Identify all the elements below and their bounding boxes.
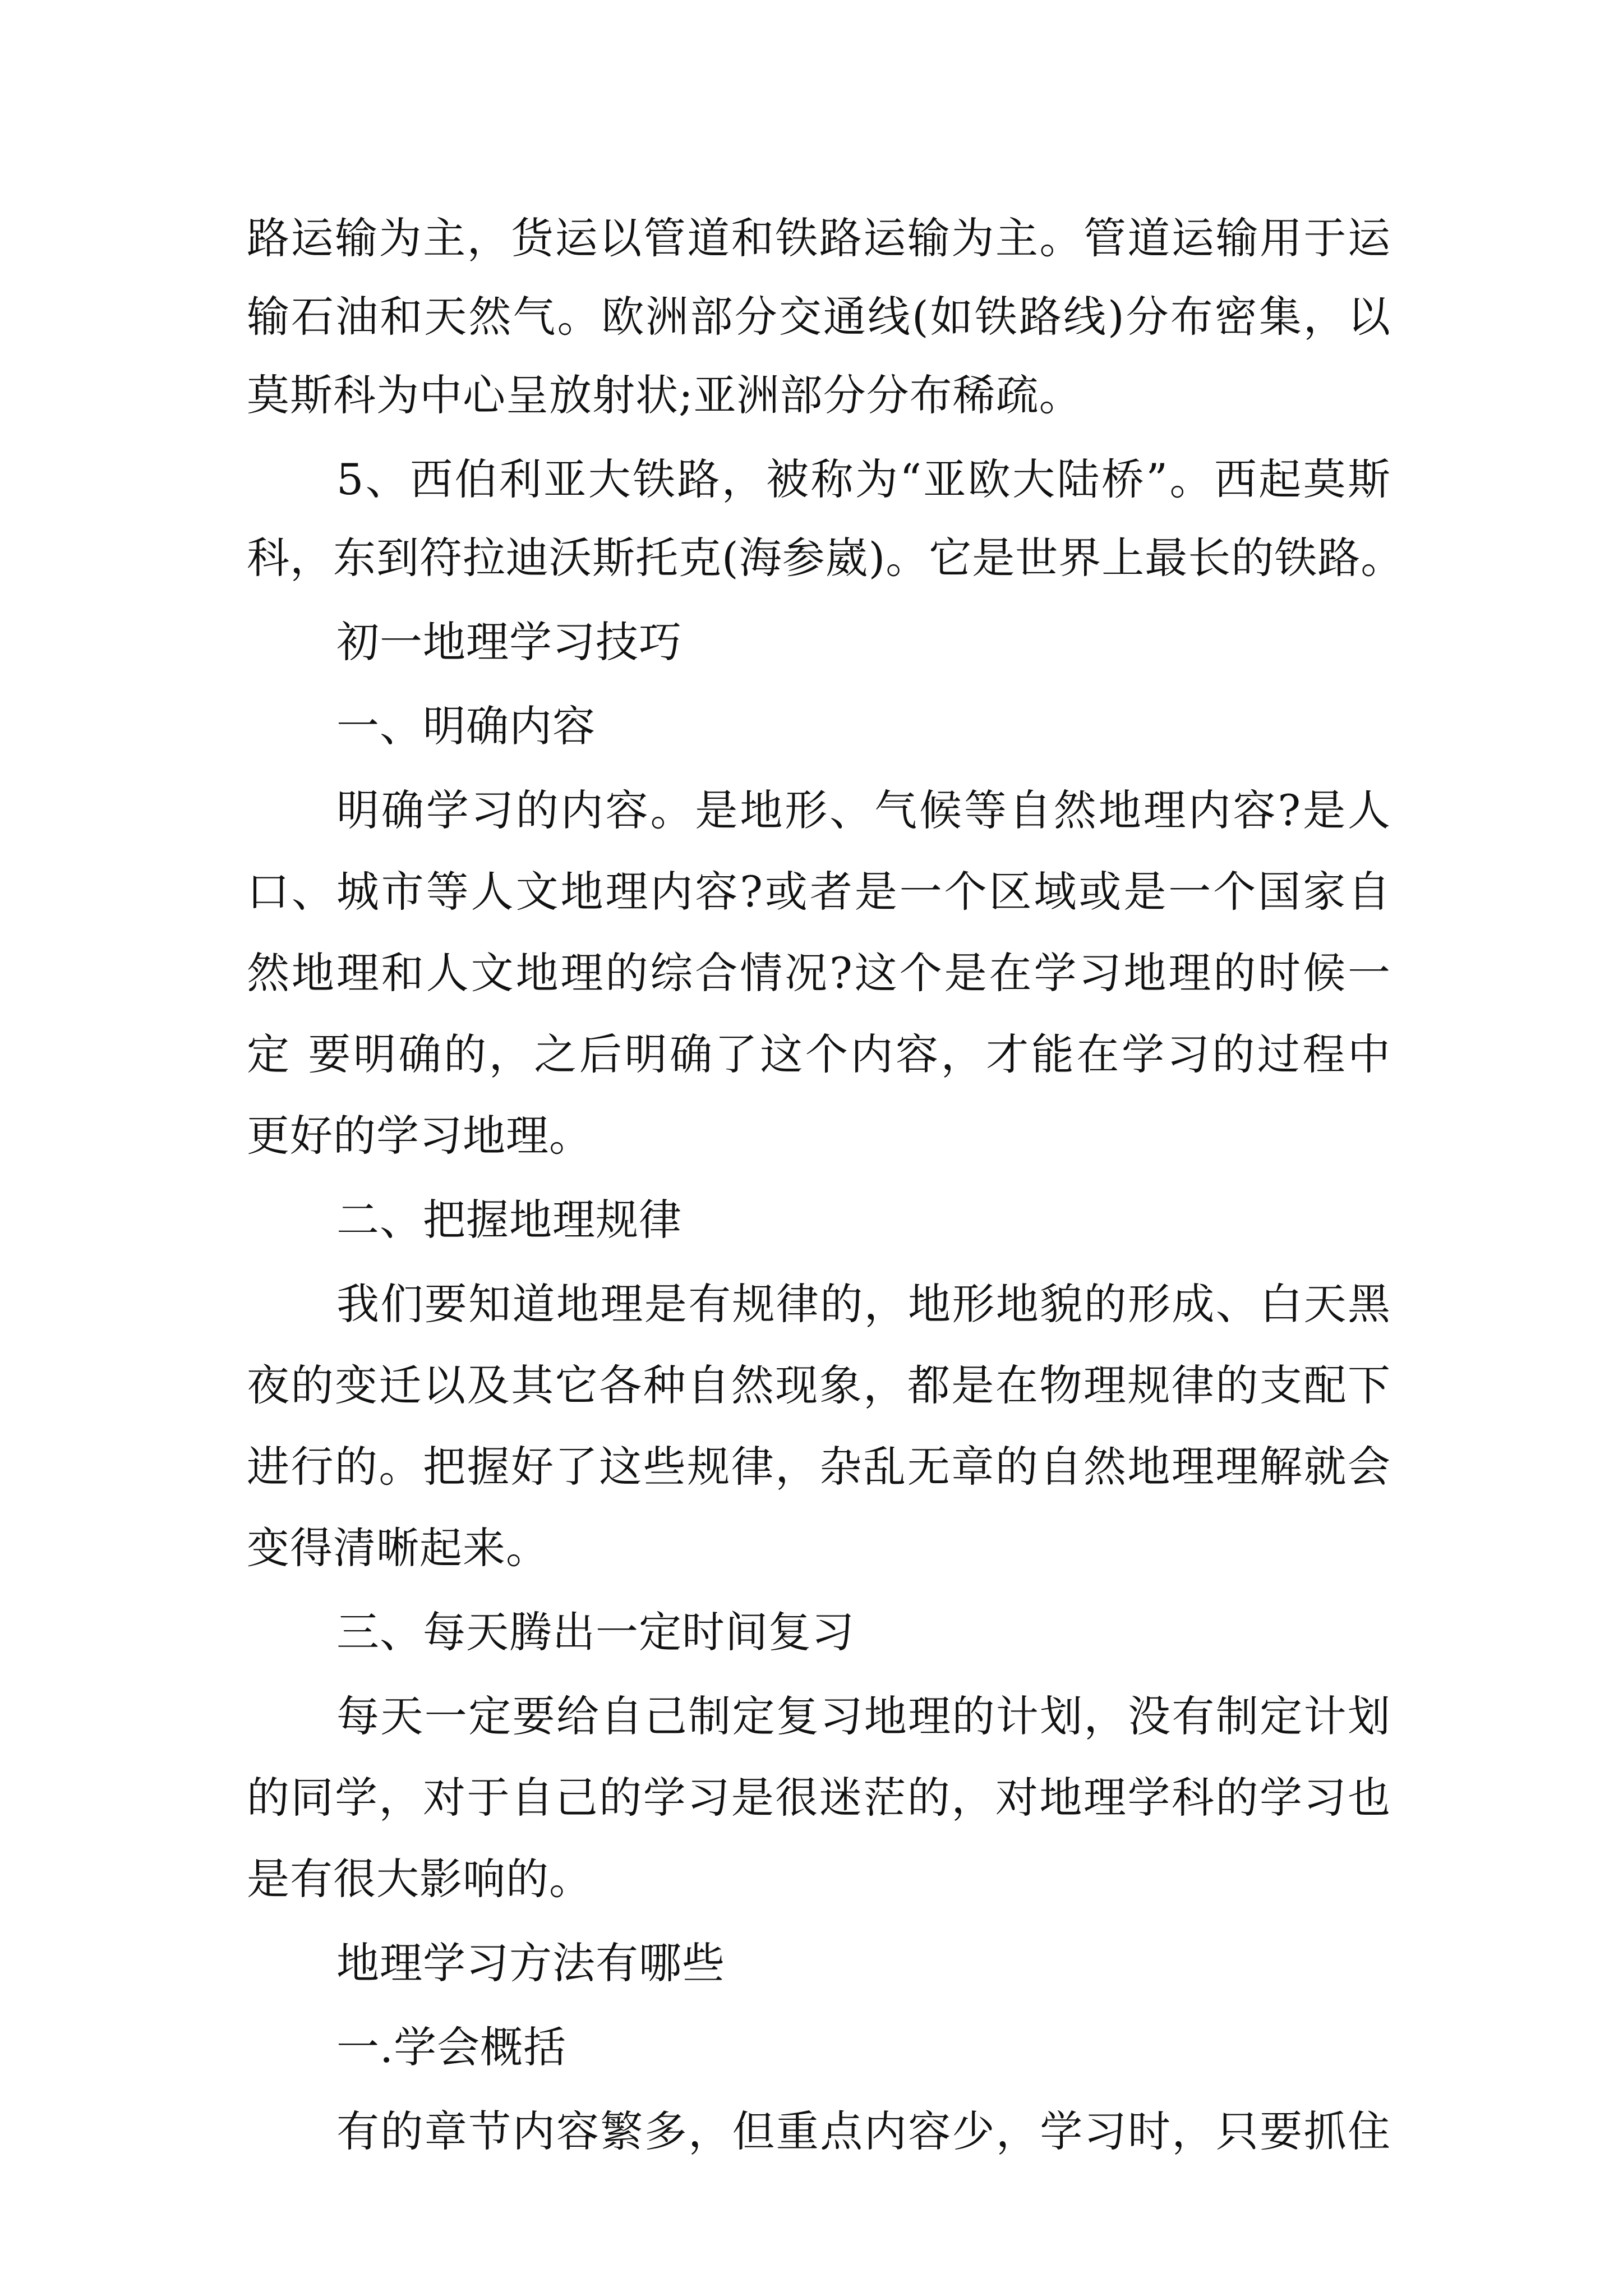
paragraph-line: 有的章节内容繁多，但重点内容少，学习时，只要抓住 bbox=[336, 2106, 1391, 2156]
paragraph-line: 然地理和人文地理的综合情况?这个是在学习地理的时候一 bbox=[247, 948, 1391, 998]
paragraph-line: 的同学，对于自己的学习是很迷茫的，对地理学科的学习也 bbox=[247, 1773, 1391, 1823]
paragraph-line: 更好的学习地理。 bbox=[247, 1111, 592, 1161]
paragraph-line: 我们要知道地理是有规律的，地形地貌的形成、白天黑 bbox=[336, 1279, 1391, 1329]
paragraph-line: 每天一定要给自己制定复习地理的计划，没有制定计划 bbox=[336, 1691, 1391, 1741]
subsection-heading: 三、每天腾出一定时间复习 bbox=[336, 1607, 855, 1657]
section-heading: 地理学习方法有哪些 bbox=[336, 1938, 725, 1988]
paragraph-line: 莫斯科为中心呈放射状;亚洲部分分布稀疏。 bbox=[247, 370, 1082, 420]
paragraph-line: 5、西伯利亚大铁路，被称为“亚欧大陆桥”。西起莫斯 bbox=[336, 454, 1391, 504]
section-heading: 初一地理学习技巧 bbox=[336, 617, 682, 667]
paragraph-line: 进行的。把握好了这些规律，杂乱无章的自然地理理解就会 bbox=[247, 1442, 1391, 1492]
paragraph-line: 路运输为主，货运以管道和铁路运输为主。管道运输用于运 bbox=[247, 213, 1391, 263]
paragraph-line: 夜的变迁以及其它各种自然现象，都是在物理规律的支配下 bbox=[247, 1360, 1391, 1410]
paragraph-line: 变得清晰起来。 bbox=[247, 1523, 549, 1573]
paragraph-line: 科，东到符拉迪沃斯托克(海参崴)。它是世界上最长的铁路。 bbox=[247, 533, 1404, 583]
paragraph-line: 是有很大影响的。 bbox=[247, 1854, 592, 1904]
subsection-heading: 一.学会概括 bbox=[336, 2022, 567, 2072]
paragraph-line: 口、城市等人文地理内容?或者是一个区域或是一个国家自 bbox=[247, 867, 1391, 917]
subsection-heading: 二、把握地理规律 bbox=[336, 1195, 682, 1245]
subsection-heading: 一、明确内容 bbox=[336, 701, 596, 751]
paragraph-line: 输石油和天然气。欧洲部分交通线(如铁路线)分布密集，以 bbox=[247, 292, 1391, 342]
paragraph-line: 明确学习的内容。是地形、气候等自然地理内容?是人 bbox=[336, 785, 1391, 835]
paragraph-line: 定 要明确的，之后明确了这个内容，才能在学习的过程中 bbox=[247, 1029, 1391, 1079]
